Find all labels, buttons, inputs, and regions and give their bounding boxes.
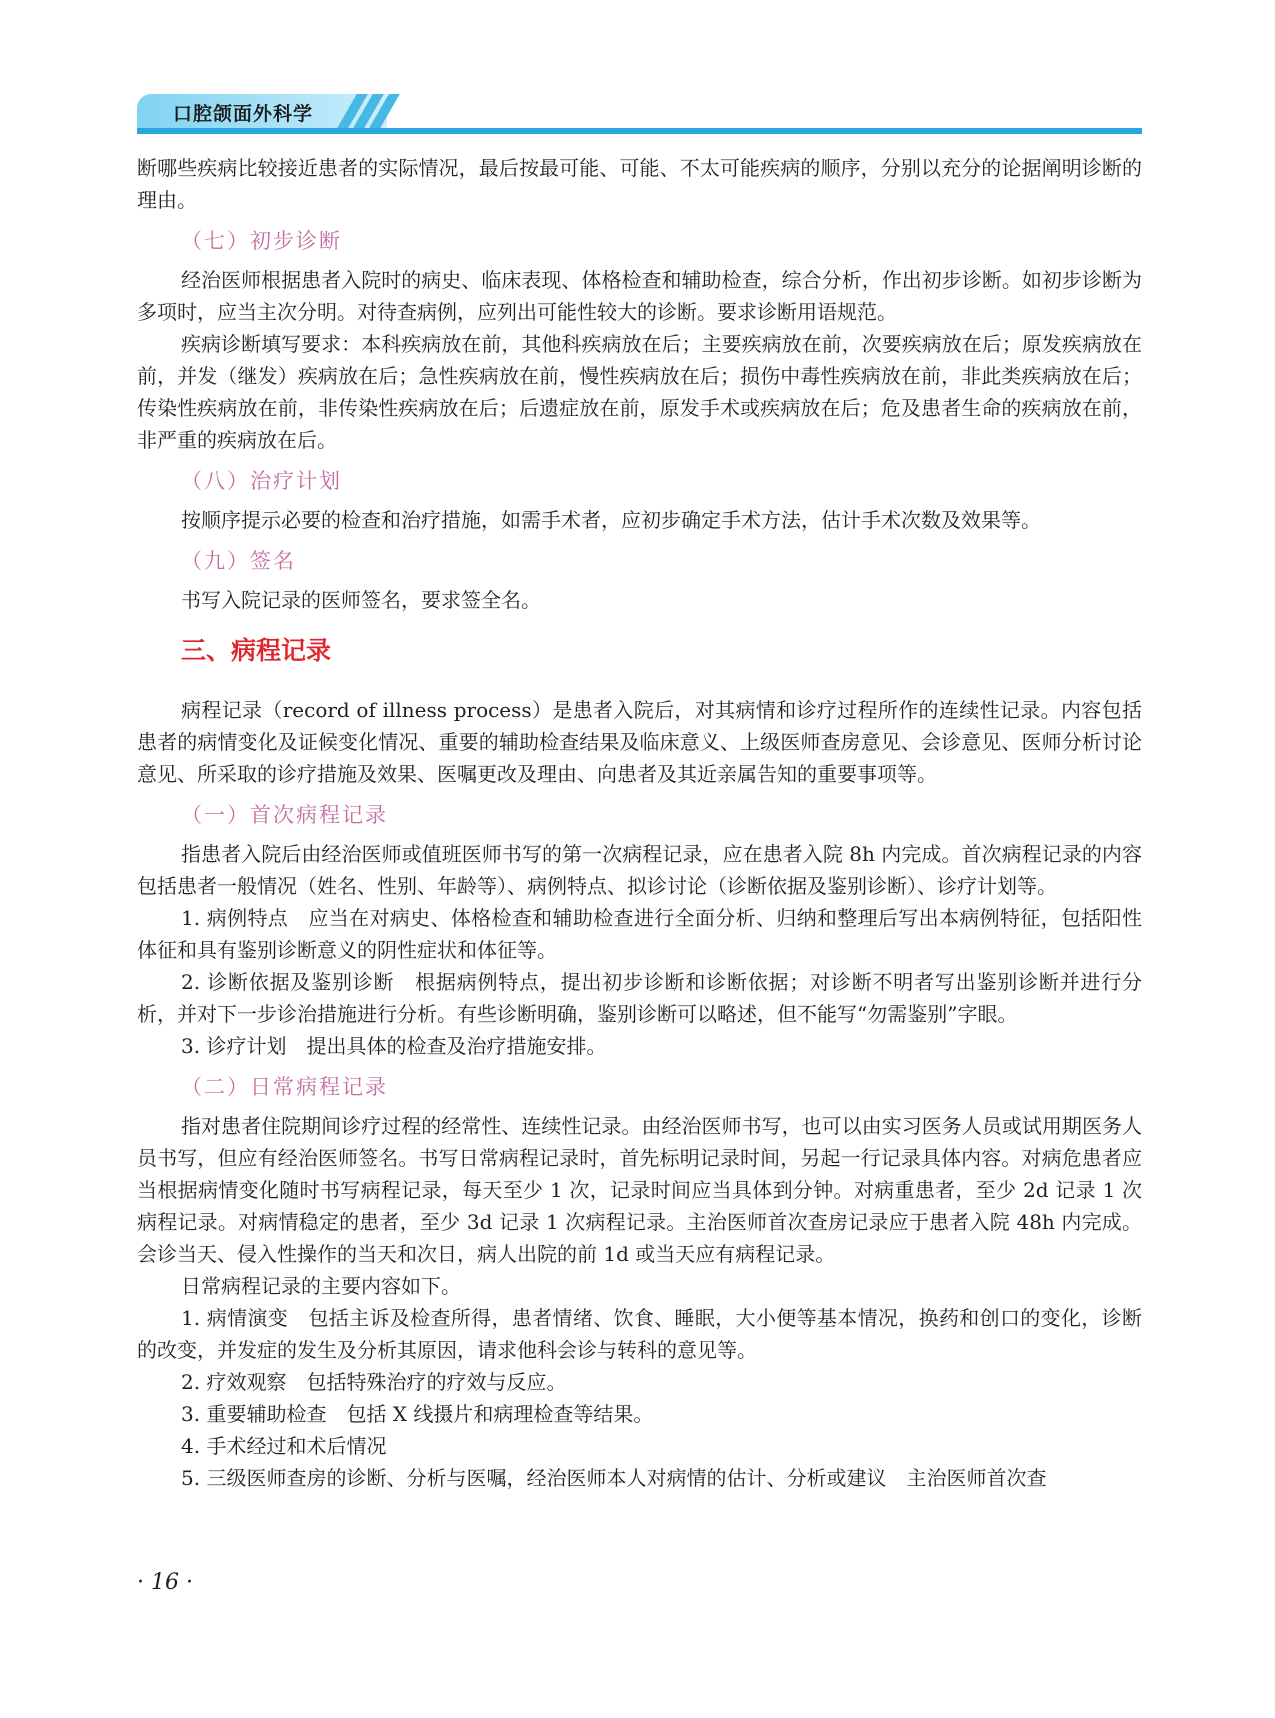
paragraph: 指对患者住院期间诊疗过程的经常性、连续性记录。由经治医师书写，也可以由实习医务人员或试用期医务人员书写，但应有经治医师签名。书写日常病程记录时，首先标明记录时间，另起一行记录具体内容。对病危患者应当根据病情变化随时书写病程记录，每天至少 1 次，记录时间应当具体到分钟。对病重患者，至少 2d 记录 1 次病程记录。对病情稳定的患者，至少 3d 记录 1 次病程记录。主治医师首次查房记录应于患者入院 48h 内完成。会诊当天、侵入性操作的当天和次日，病人出院的前 1d 或当天应有病程记录。 — [137, 1114, 1142, 1266]
paragraph: 日常病程记录的主要内容如下。 — [181, 1274, 461, 1298]
list-item: 3. 重要辅助检查 包括 X 线摄片和病理检查等结果。 — [181, 1402, 654, 1426]
paragraph: 病程记录（record of illness process）是患者入院后，对其病情和诊疗过程所作的连续性记录。内容包括患者的病情变化及证候变化情况、重要的辅助检查结果及临床意义、上级医师查房意见、会诊意见、医师分析讨论意见、所采取的诊疗措施及效果、医嘱更改及理由、向患者及其近亲属告知的重要事项等。 — [137, 698, 1142, 786]
list-item: 3. 诊疗计划 提出具体的检查及治疗措施安排。 — [181, 1034, 607, 1058]
list-item: 2. 诊断依据及鉴别诊断 根据病例特点，提出初步诊断和诊断依据；对诊断不明者写出鉴别诊断并进行分析，并对下一步诊治措施进行分析。有些诊断明确，鉴别诊断可以略述，但不能写“勿需鉴别”字眼。 — [137, 970, 1142, 1026]
paragraph: 书写入院记录的医师签名，要求签全名。 — [181, 588, 541, 612]
list-item: 4. 手术经过和术后情况 — [181, 1434, 387, 1458]
subheading: （八）治疗计划 — [181, 469, 342, 493]
subheading: （九）签名 — [181, 549, 296, 573]
book-title: 口腔颌面外科学 — [173, 103, 314, 125]
paragraph: 经治医师根据患者入院时的病史、临床表现、体格检查和辅助检查，综合分析，作出初步诊断。如初步诊断为多项时，应当主次分明。对待查病例，应列出可能性较大的诊断。要求诊断用语规范。 — [137, 268, 1142, 324]
list-item: 5. 三级医师查房的诊断、分析与医嘱，经治医师本人对病情的估计、分析或建议 主治医师首次查 — [181, 1466, 1047, 1490]
page-content — [137, 152, 1142, 1494]
running-header — [137, 94, 1142, 134]
page-number: · 16 · — [137, 1570, 193, 1595]
list-item: 2. 疗效观察 包括特殊治疗的疗效与反应。 — [181, 1370, 567, 1394]
paragraph: 断哪些疾病比较接近患者的实际情况，最后按最可能、可能、不太可能疾病的顺序，分别以充分的论据阐明诊断的理由。 — [137, 156, 1142, 212]
list-item: 1. 病情演变 包括主诉及检查所得，患者情绪、饮食、睡眠，大小便等基本情况，换药和创口的变化，诊断的改变，并发症的发生及分析其原因，请求他科会诊与转科的意见等。 — [137, 1306, 1142, 1362]
paragraph: 疾病诊断填写要求：本科疾病放在前，其他科疾病放在后；主要疾病放在前，次要疾病放在后；原发疾病放在前，并发（继发）疾病放在后；急性疾病放在前，慢性疾病放在后；损伤中毒性疾病放在前，非此类疾病放在后；传染性疾病放在前，非传染性疾病放在后；后遗症放在前，原发手术或疾病放在后；危及患者生命的疾病放在前，非严重的疾病放在后。 — [137, 332, 1142, 452]
paragraph: 按顺序提示必要的检查和治疗措施，如需手术者，应初步确定手术方法，估计手术次数及效果等。 — [181, 508, 1041, 532]
list-item: 1. 病例特点 应当在对病史、体格检查和辅助检查进行全面分析、归纳和整理后写出本病例特征，包括阳性体征和具有鉴别诊断意义的阴性症状和体征等。 — [137, 906, 1142, 962]
section-heading: 三、病程记录 — [181, 636, 332, 665]
header-rule — [137, 128, 1142, 134]
subheading: （二）日常病程记录 — [181, 1075, 388, 1099]
paragraph: 指患者入院后由经治医师或值班医师书写的第一次病程记录，应在患者入院 8h 内完成。首次病程记录的内容包括患者一般情况（姓名、性别、年龄等）、病例特点、拟诊讨论（诊断依据及鉴别诊断）、诊疗计划等。 — [137, 842, 1142, 898]
subheading: （一）首次病程记录 — [181, 803, 388, 827]
subheading: （七）初步诊断 — [181, 229, 342, 253]
